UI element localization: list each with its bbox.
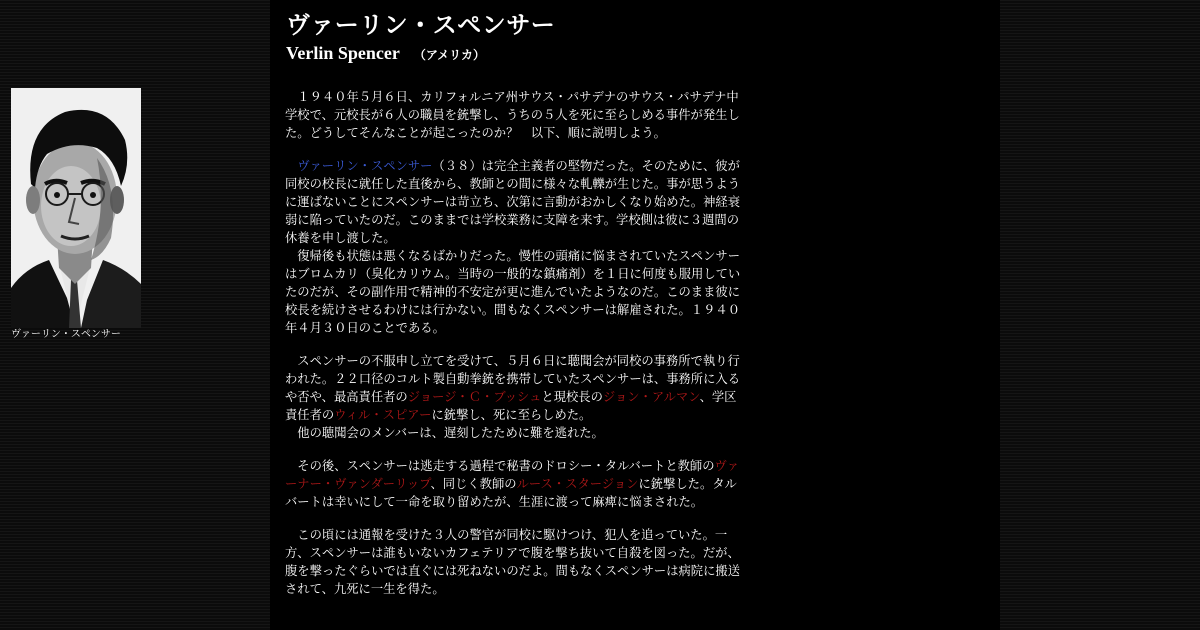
link-john-alman[interactable]: ジョン・アルマン [602,390,700,404]
paragraph-escape [285,457,742,511]
paragraph-text: に銃撃した。タルバートは幸いにして一命を取り留めたが、生涯に渡って麻痺に悩まされた。 [285,477,737,509]
paragraph-text: （３８）は完全主義者の堅物だった。そのために、彼が同校の校長に就任した直後から、教師との間に様々な軋轢が生じた。事が思うように運ばないことにスペンサーは苛立ち、次第に言動がおかしくなり始めた。神経衰弱に陥っていたのだ。このままでは学校業務に支障を来す。学校側は彼に３週間の休養を申し渡した。 [285,159,740,245]
portrait-caption: ヴァーリン・スペンサー [11,329,121,340]
paragraph-intro: １９４０年５月６日、カリフォルニア州サウス・パサデナのサウス・パサデナ中学校で、元校長が６人の職員を銃撃し、うちの５人を死に至らしめる事件が発生した。どうしてそんなことが起こったのか？ 以下、順に説明しよう。 [285,90,740,140]
country-label: （アメリカ） [413,48,485,62]
right-side-panel [1000,0,1200,630]
link-ruth-sturgeon[interactable]: ルース・スタージョン [516,477,639,491]
english-name: Verlin Spencer [286,43,400,63]
link-verner-vanderlip[interactable]: ヴァーナー・ヴァンダーリップ [285,459,740,491]
paragraph-text: 、同じく教師の [430,477,517,491]
paragraph-text: と現校長の [541,390,603,404]
portrait-photo [11,88,141,328]
link-will-spear[interactable]: ウィル・スピアー [334,408,432,422]
indent [285,159,297,173]
paragraph-text: 、学区責任者の [285,390,737,422]
paragraph-aftermath: この頃には通報を受けた３人の警官が同校に駆けつけ、犯人を追っていた。一方、スペンサーは誰もいないカフェテリアで腹を撃ち抜いて自殺を図った。だが、腹を撃ったぐらいでは直ぐには死ねないのだよ。間もなくスペンサーは病院に搬送されて、九死に一生を得た。 [285,528,740,596]
link-george-bush[interactable]: ジョージ・Ｃ・ブッシュ [407,390,542,404]
paragraph-dismissal: 復帰後も状態は悪くなるばかりだった。慢性の頭痛に悩まされていたスペンサーはブロムカリ（臭化カリウム。当時の一般的な鎮痛剤）を１日に何度も服用していたのだが、その副作用で精神的不安定が更に進んでいたようなのだ。このまま彼に校長を続けさせるわけには行かない。間もなくスペンサーは解雇された。１９４０年４月３０日のことである。 [285,249,741,335]
main-content [270,0,1000,630]
paragraph-background [285,157,742,247]
paragraph-text: に銃撃し、死に至らしめた。 [431,408,592,422]
paragraph-text: スペンサーの不服申し立てを受けて、５月６日に聴聞会が同校の事務所で執り行われた。２２口径のコルト製自動拳銃を携帯していたスペンサーは、事務所に入るや否や、最高責任者の [285,354,740,404]
subtitle-english [286,42,485,66]
link-verlin-spencer[interactable]: ヴァーリン・スペンサー [297,159,433,173]
paragraph-escaped: 他の聴聞会のメンバーは、遅刻したために難を逃れた。 [285,426,604,440]
page-title: ヴァーリン・スペンサー [286,10,556,39]
article-body [285,88,742,613]
paragraph-hearing [285,352,742,424]
paragraph-text: その後、スペンサーは逃走する過程で秘書のドロシー・タルバートと教師の [285,459,715,473]
left-side-panel [0,0,270,630]
